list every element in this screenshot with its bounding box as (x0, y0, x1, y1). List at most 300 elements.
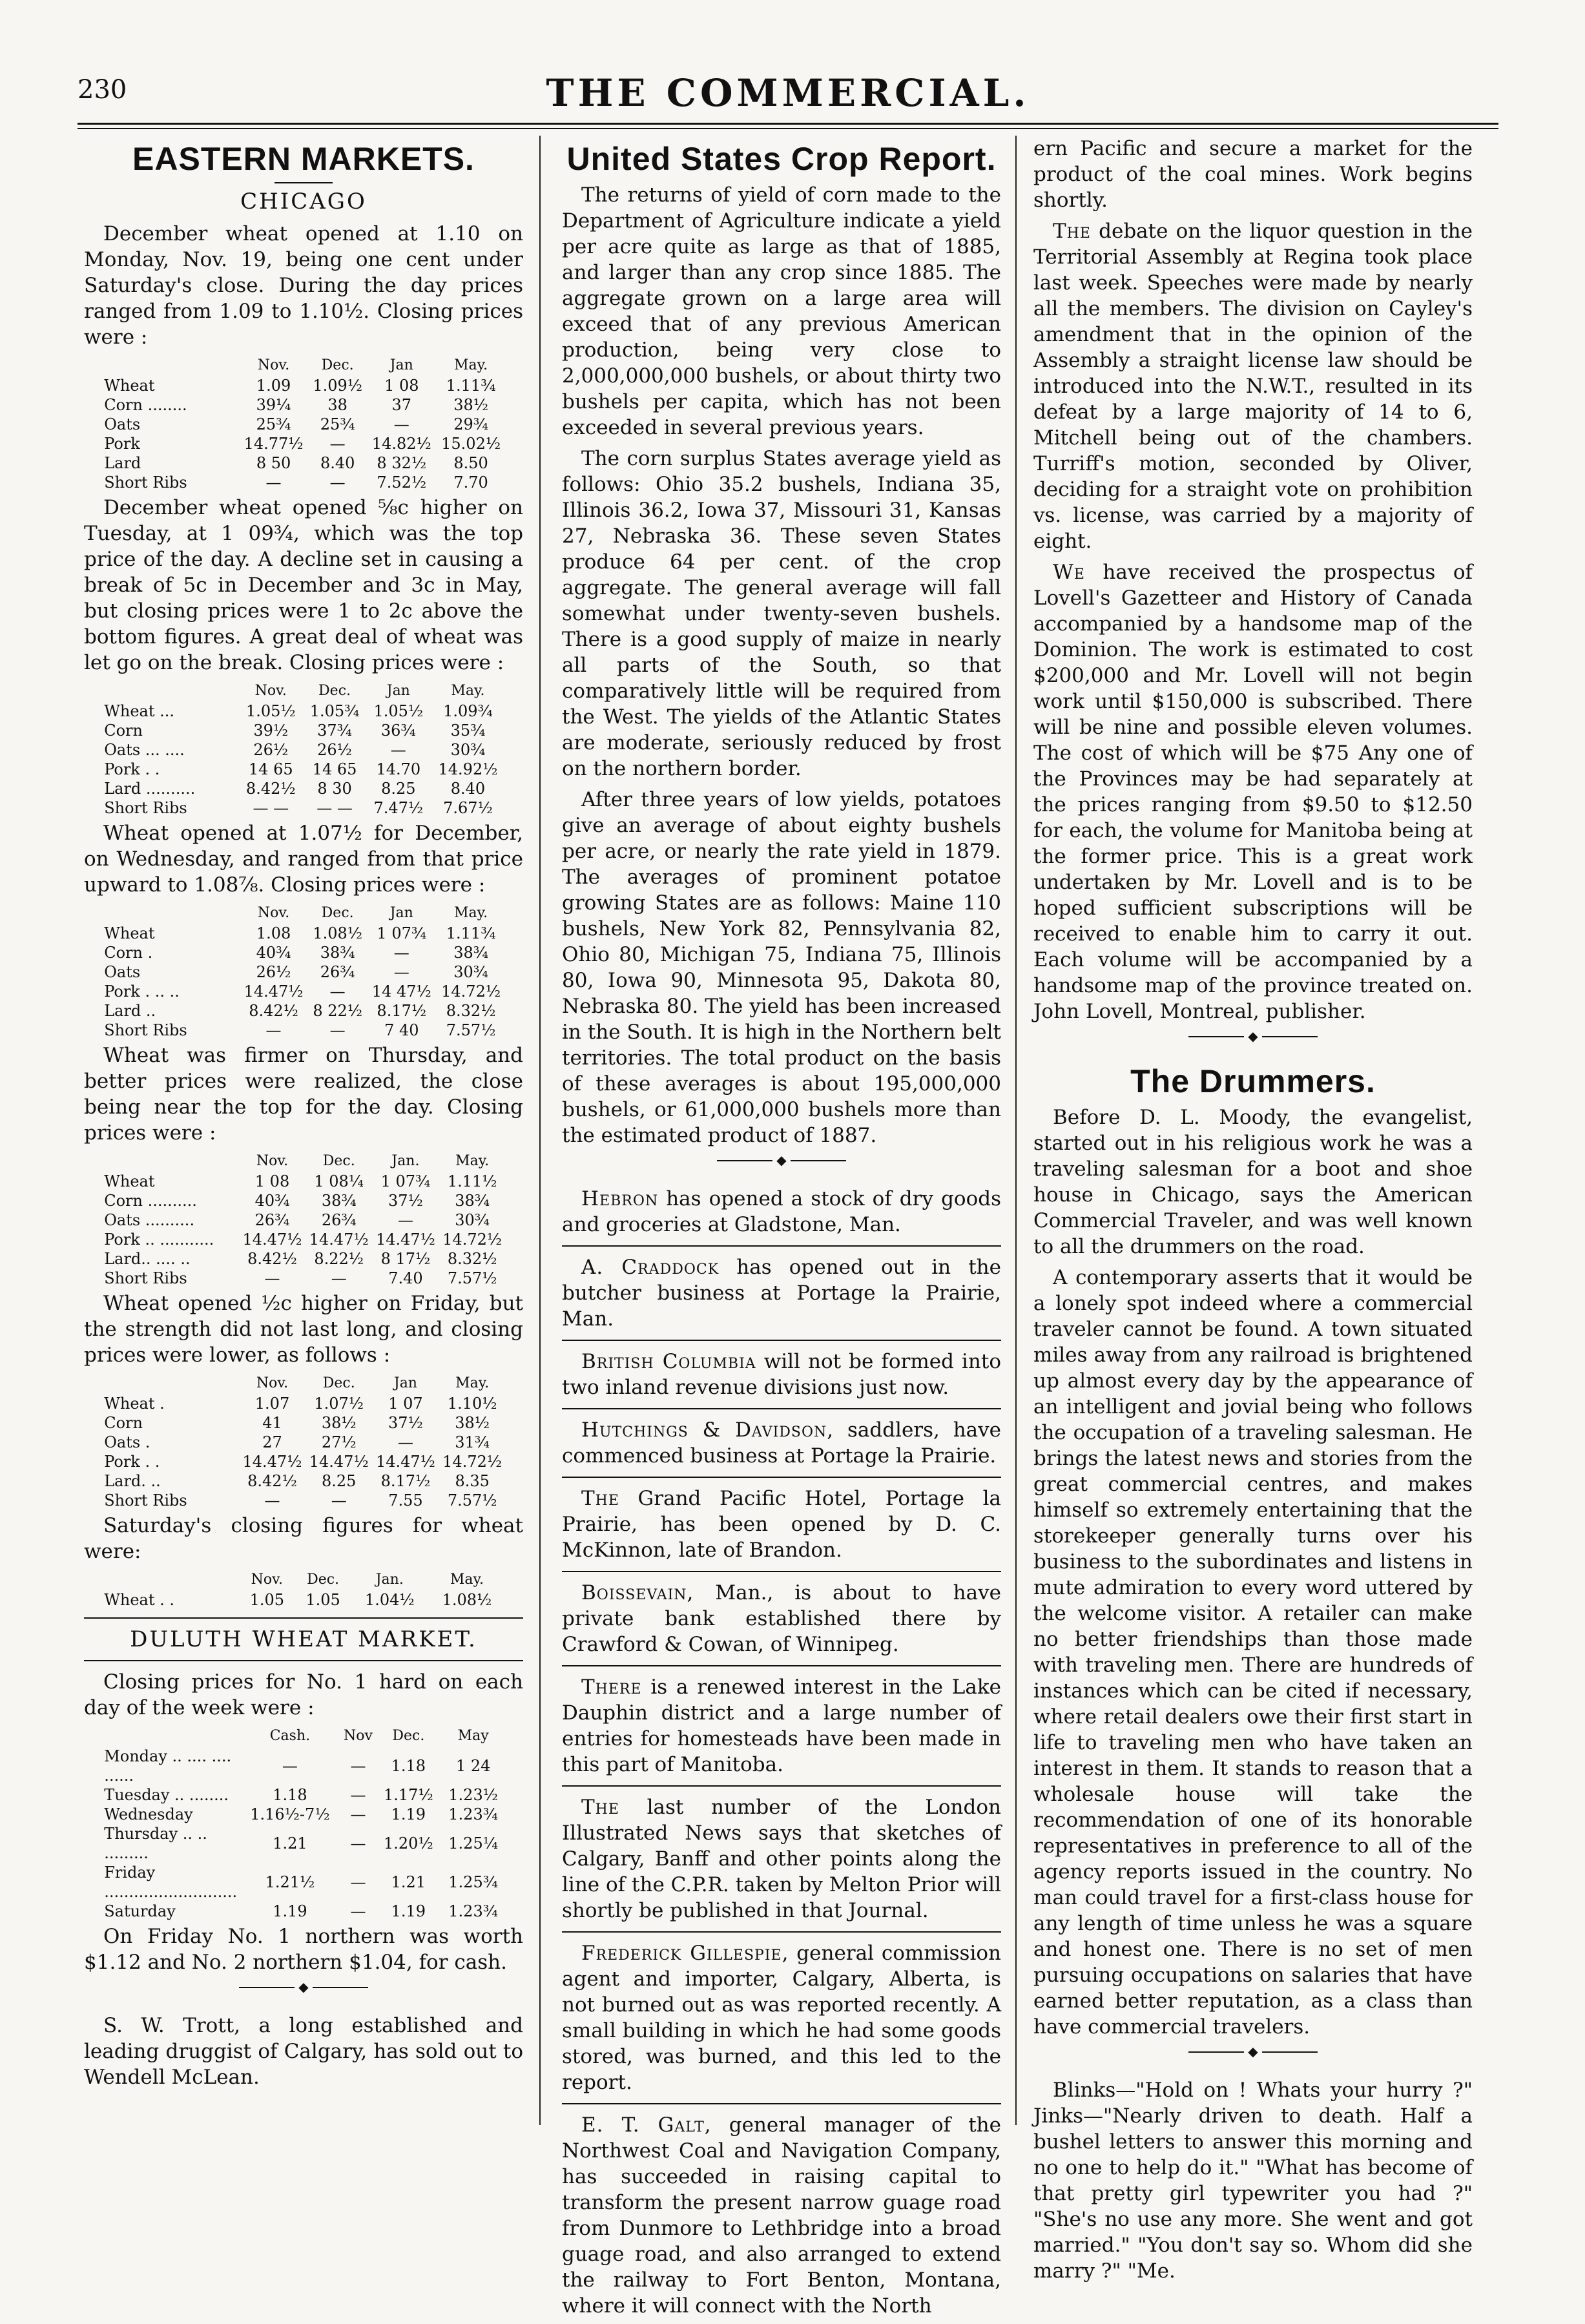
table-header-cell (101, 1570, 239, 1590)
table-cell: 1.23¾ (448, 1902, 498, 1920)
column-divider (1015, 136, 1017, 2125)
table-header-cell: May. (455, 1153, 490, 1169)
table-cell: Lard .......... (104, 780, 196, 798)
table-cell: — (397, 1433, 413, 1451)
news-items (562, 1186, 1001, 2319)
table-cell: 14.47½ (242, 1453, 302, 1471)
table-cell: 38 (327, 396, 347, 414)
table-cell: 7.57½ (446, 1021, 496, 1039)
table-cell: 1.08 (256, 924, 291, 942)
news-item (562, 1580, 1001, 1657)
table-cell: — (350, 1902, 366, 1920)
table-cell: Corn ........ (104, 396, 187, 414)
table-header-cell: Jan (389, 357, 413, 373)
eastern-intro: December wheat opened at 1.10 on Monday, Nov. 19, being one cent under Saturday's close. During the day prices ranged from 1.09 to 1.10½. Closing prices were : (84, 222, 523, 349)
table-cell: 1.25¾ (448, 1873, 498, 1891)
eastern-paragraph: Wheat opened at 1.07½ for December, on Wednesday, and ranged from that price upward to 1.08⅞. Closing prices were : (84, 822, 523, 897)
table-header-row (101, 355, 506, 376)
table-cell: Wheat (104, 1172, 155, 1190)
news-text: last number of the London Illustrated News says that sketches of Calgary, Banff and other points along the line of the C.P.R. taken by Melton Prior will shortly be published in that Journal. (562, 1796, 1001, 1922)
table-cell: 1.07½ (314, 1395, 364, 1413)
crop-paragraph: The corn surplus States average yield as follows: Ohio 35.2 bushels, Indiana 35, Illinois 36.2, Iowa 37, Missouri 31, Kansas 27, Nebraska 36. These seven States produce 64 per cent. of the crop aggregate. The general average will fall somewhat under twenty-seven bushels. There is a good supply of maize in nearly all parts of the South, so that comparatively little will be required from the West. The yields of the Atlantic States are moderate, seriously reduced by frost on the northern border. (562, 447, 1001, 780)
table-cell: 1 07¾ (380, 1172, 431, 1190)
news-text: Man., is about to have private bank established there by Crawford & Cowan, of Winnipeg. (562, 1581, 1001, 1656)
table-cell: Lard. .. (104, 1472, 161, 1490)
news-divider (562, 1785, 1001, 1787)
price-table (101, 681, 506, 818)
table-cell: 39½ (253, 721, 289, 740)
table-header-cell: Cash. (269, 1728, 311, 1744)
table-cell: — (331, 1491, 347, 1510)
table-cell: Oats . (104, 1433, 150, 1451)
chicago-subtitle: CHICAGO (84, 182, 523, 214)
table-header-cell: Jan (386, 683, 410, 699)
table-cell: 1.05 (249, 1591, 284, 1609)
table-cell: Wednesday (104, 1805, 193, 1823)
table-header-cell: May. (454, 905, 488, 921)
news-divider (562, 1245, 1001, 1247)
table-cell: 14.82½ (371, 435, 431, 453)
table-header-cell: Dec. (307, 1572, 340, 1588)
table-cell: 37½ (388, 1414, 423, 1432)
price-table (101, 903, 506, 1040)
table-cell: 1.23¾ (448, 1805, 498, 1823)
table-row (101, 1172, 506, 1191)
drummers-paragraph: A contemporary asserts that it would be a lonely spot indeed where a commercial traveler cannot be found. A town situated miles away from any railroad is brightened up almost every day by the appearance of an intelligent and jovial being who follows the occupation of a traveling salesman. He brings the latest news and stories from the great commercial centres, and makes himself so extremely entertaining that the storekeeper generally turns over his business to the subordinates and listens in mute admiration to every word uttered by the welcome visitor. A retailer can make no better friendships than those made with traveling men. There are hundreds of instances which can be cited if necessary, where retail dealers owe their first start in life to traveling men who have taken an interest in them. It stands to reason that a wholesale house will take the recommendation of one of its honorable representatives in preference to all of the agency reports issued in the country. No man could travel for a first-class house for any length of time unless he was a square and honest one. There is no set of men pursuing occupations on salaries that have earned better reputation, as a class than have commercial travelers. (1033, 1266, 1473, 2039)
table-cell: — (329, 473, 346, 492)
table-cell: 38¾ (321, 1192, 357, 1210)
blinks-paragraph: Blinks—"Hold on ! Whats your hurry ?" Jinks—"Nearly driven to death. Half a bushel letters to answer this morning and no one to help do it." "What has become of that pretty girl typewriter you had ?" "She's no use any more. She went and got married." "You don't say so. Whom did she marry ?" "Me. (1033, 2079, 1473, 2283)
table-cell: 8 30 (317, 780, 352, 798)
table-cell: 1.20½ (384, 1834, 433, 1852)
table-cell: Wheat . (104, 1395, 165, 1413)
table-cell: 1.19 (273, 1902, 307, 1920)
table-header-row (101, 1373, 506, 1394)
news-item (562, 1674, 1001, 1778)
news-divider (562, 1408, 1001, 1409)
news-text: will not be formed into two inland revenue divisions just now. (562, 1350, 1001, 1399)
table-cell: Lard (104, 454, 141, 472)
table-cell: 7 40 (384, 1021, 419, 1039)
table-cell: 25¾ (256, 415, 291, 433)
news-item-trott: S. W. Trott, a long established and leading druggist of Calgary, has sold out to Wendell McLean. (84, 2014, 523, 2089)
table-row (101, 779, 506, 798)
continued-paragraph: ern Pacific and secure a market for the product of the coal mines. Work begins shortly. (1033, 137, 1473, 212)
news-divider (562, 1477, 1001, 1478)
table-row (101, 1902, 506, 1921)
eastern-markets-title: EASTERN MARKETS. (132, 141, 475, 177)
table-cell: Oats (104, 415, 141, 433)
table-cell: — (350, 1873, 366, 1891)
table-cell: 38½ (321, 1414, 357, 1432)
table-header-cell (101, 681, 239, 701)
table-cell: — (264, 1491, 280, 1510)
table-cell: 1 07 (388, 1395, 423, 1413)
table-header-cell: Dec. (321, 905, 354, 921)
table-cell: — (390, 741, 406, 759)
table-cell: 14.70 (376, 760, 421, 778)
table-cell: 1 08¼ (314, 1172, 364, 1190)
table-row (101, 962, 506, 982)
table-header-cell: Nov. (256, 1375, 289, 1391)
table-cell: — (393, 415, 409, 433)
table-header-cell: Nov. (257, 905, 290, 921)
table-cell: 26¾ (254, 1211, 290, 1229)
news-lead: The (581, 1796, 619, 1819)
news-item (562, 2112, 1001, 2319)
table-row (101, 1001, 506, 1021)
table-cell: 1.05½ (373, 702, 424, 720)
table-cell: 26½ (256, 963, 291, 981)
drummers-paragraph: Before D. L. Moody, the evangelist, started out in his religious work he was a traveling salesman for a boot and shoe house in Chicago, says the American Commercial Traveler, and was well known to all the drummers on the road. (1033, 1106, 1473, 1258)
column-eastern-markets (84, 136, 523, 2095)
table-header-row (101, 1151, 506, 1172)
table-header-row (101, 1570, 506, 1590)
news-divider (562, 1931, 1001, 1933)
table-cell: Oats (104, 963, 141, 981)
duluth-note: On Friday No. 1 northern was worth $1.12 and No. 2 northern $1.04, for cash. (84, 1925, 523, 1974)
table-row (101, 1191, 506, 1210)
table-cell: 38¾ (455, 1192, 490, 1210)
table-cell: Wheat ... (104, 702, 174, 720)
table-cell: — (393, 944, 409, 962)
table-cell: Corn (104, 721, 143, 740)
news-lead: A. Craddock (581, 1256, 720, 1279)
table-cell: Lard .. (104, 1002, 156, 1020)
table-cell: 1.23½ (448, 1786, 498, 1804)
table-cell: 26¾ (321, 1211, 357, 1229)
table-cell: 14.47½ (242, 1230, 302, 1249)
table-row (101, 1590, 506, 1610)
news-item (562, 1486, 1001, 1563)
table-cell: 8 32½ (377, 454, 427, 472)
table-cell: — — (316, 799, 353, 817)
column-drummers (1033, 136, 1473, 2289)
header-rule (78, 123, 1498, 125)
table-header-cell: Jan (393, 1375, 417, 1391)
news-item (562, 1940, 1001, 2095)
table-cell: 8 17½ (380, 1250, 431, 1268)
table-cell: 31¾ (455, 1433, 490, 1451)
table-header-cell: Dec. (322, 1375, 355, 1391)
table-cell: 1.18 (391, 1757, 426, 1775)
table-cell: Pork (104, 435, 140, 453)
eastern-paragraph: December wheat opened ⅝c higher on Tuesday, at 1 09¾, which was the top price of the day. A decline set in causing a break of 5c in December and 3c in May, but closing prices were 1 to 2c above the bottom figures. A great deal of wheat was let go on the break. Closing prices were : (84, 496, 523, 674)
table-cell: 8.32½ (446, 1002, 496, 1020)
news-item (562, 1254, 1001, 1332)
table-header-cell: Nov. (257, 357, 290, 373)
table-cell: 14.47½ (309, 1453, 369, 1471)
table-cell: 1.10½ (447, 1395, 497, 1413)
table-cell: 8.50 (453, 454, 488, 472)
table-cell: 1.21 (391, 1873, 426, 1891)
table-cell: 14 47½ (371, 982, 431, 1001)
news-lead: Boissevain, (581, 1581, 694, 1604)
table-row (101, 1824, 506, 1863)
table-cell: 37¾ (317, 721, 352, 740)
table-cell: Short Ribs (104, 799, 187, 817)
table-cell: — (329, 982, 346, 1001)
table-cell: Corn .......... (104, 1192, 197, 1210)
table-cell: 1 07¾ (377, 924, 427, 942)
table-cell: 41 (262, 1414, 282, 1432)
table-header-cell: May. (455, 1375, 490, 1391)
table-row (101, 1021, 506, 1040)
table-cell: 1.08½ (442, 1591, 492, 1609)
table-header-row (101, 903, 506, 924)
table-cell: 26½ (253, 741, 289, 759)
table-row (101, 1249, 506, 1269)
table-header-cell (101, 903, 239, 924)
table-cell: 15.02½ (441, 435, 501, 453)
news-item (562, 1186, 1001, 1238)
table-cell: Oats .......... (104, 1211, 195, 1229)
table-header-cell: Jan. (391, 1153, 420, 1169)
table-cell: 38¾ (453, 944, 489, 962)
table-row (101, 415, 506, 434)
table-row (101, 1491, 506, 1510)
table-cell: 39¼ (256, 396, 291, 414)
table-header-cell: Dec. (322, 1153, 355, 1169)
table-cell: Lard.. .... .. (104, 1250, 191, 1268)
table-cell: 1.17½ (384, 1786, 433, 1804)
table-cell: 27 (262, 1433, 282, 1451)
table-cell: — — (253, 799, 289, 817)
table-cell: 14.47½ (375, 1453, 435, 1471)
table-header-cell: Nov. (251, 1572, 283, 1588)
table-cell: 27½ (321, 1433, 357, 1451)
news-lead: The (581, 1487, 619, 1510)
table-cell: 1.18 (273, 1786, 307, 1804)
table-cell: 7.67½ (443, 799, 493, 817)
table-row (101, 982, 506, 1001)
table-cell: 1.16½-7½ (250, 1805, 330, 1823)
duluth-price-table (101, 1726, 506, 1921)
masthead: THE COMMERCIAL. (546, 71, 1030, 115)
lead-word: We (1053, 561, 1085, 584)
table-cell: 29¾ (453, 415, 489, 433)
news-divider (562, 1665, 1001, 1666)
price-table (101, 1373, 506, 1510)
table-cell: 14.47½ (309, 1230, 369, 1249)
liquor-text: debate on the liquor question in the Territorial Assembly at Regina took place last week. Speeches were made by nearly all the members. The division on Cayley's amendment that in the opinion of the Assembly a straight license law should be introduced into the N.W.T., resulted in its defeat by a large majority of 14 to 6, Mitchell being out of the chambers. Turriff's motion, seconded by Oliver, deciding for a straight vote on prohibition vs. license, was carried by a majority of eight. (1033, 220, 1473, 553)
news-text: is a renewed interest in the Lake Dauphin district and a large number of entries for homesteads have been made in this part of Manitoba. (562, 1676, 1001, 1776)
table-row (101, 453, 506, 473)
section-divider (84, 1617, 523, 1619)
table-row (101, 1413, 506, 1433)
table-header-cell (101, 1726, 240, 1747)
news-text: saddlers, have commenced business at Portage la Prairie. (562, 1418, 1002, 1468)
price-table (101, 1570, 506, 1610)
table-cell: 8.25 (381, 780, 416, 798)
table-cell: 1.19 (391, 1805, 426, 1823)
table-cell: Pork . .. .. (104, 982, 180, 1001)
table-cell: — (397, 1211, 413, 1229)
table-cell: 1 08 (384, 377, 419, 395)
table-cell: — (329, 1021, 346, 1039)
table-cell: — (264, 1269, 280, 1287)
table-header-row (101, 681, 506, 701)
table-cell: 1.11¾ (446, 924, 496, 942)
table-cell: 38¾ (320, 944, 355, 962)
table-header-cell: Nov (343, 1728, 373, 1744)
table-cell: 8.17½ (380, 1472, 431, 1490)
table-cell: 8 50 (256, 454, 291, 472)
table-row (101, 760, 506, 779)
table-row (101, 924, 506, 943)
table-cell: Friday ........................... (104, 1863, 238, 1901)
news-lead: Hutchings & Davidson, (581, 1418, 834, 1442)
table-cell: 1.09½ (313, 377, 363, 395)
table-cell: 14 65 (312, 760, 357, 778)
table-cell: 35¾ (450, 721, 486, 740)
eastern-paragraph: Saturday's closing figures for wheat were: (84, 1514, 523, 1563)
table-cell: 14 65 (248, 760, 293, 778)
page-header (78, 71, 1498, 123)
table-row (101, 1805, 506, 1824)
crop-paragraph: After three years of low yields, potatoes give an average of about eighty bushels per acre, or nearly the rate yield in 1879. The averages of prominent potatoe growing States are as follows: Maine 110 bushels, New York 82, Pennsylvania 82, Ohio 80, Michigan 75, Indiana 75, Illinois 80, Iowa 90, Minnesota 95, Dakota 80, Nebraska 80. The yield has been increased in the South. It is high in the Northern belt territories. The total product on the basis of these averages is about 195,000,000 bushels, or 61,000,000 bushels more than the estimated product of 1887. (562, 788, 1001, 1147)
table-cell: 1 24 (455, 1757, 491, 1775)
table-cell: Oats ... .... (104, 741, 185, 759)
table-cell: — (265, 1021, 282, 1039)
table-header-cell: Jan (389, 905, 413, 921)
ornament-divider: ◆ (239, 1987, 368, 2001)
ornament-divider: ◆ (717, 1160, 846, 1174)
table-cell: 7.40 (388, 1269, 423, 1287)
table-cell: 1.11¾ (446, 377, 496, 395)
ornament-divider: ◆ (1188, 2051, 1318, 2066)
table-row (101, 1433, 506, 1452)
column-crop-report (562, 136, 1001, 2324)
table-row (101, 434, 506, 453)
table-cell: 8.17½ (377, 1002, 427, 1020)
table-cell: Pork .. ........... (104, 1230, 214, 1249)
table-cell: — (393, 963, 409, 981)
table-row (101, 1394, 506, 1413)
table-cell: Short Ribs (104, 1269, 187, 1287)
table-cell: 1.05¾ (309, 702, 360, 720)
table-row (101, 1863, 506, 1902)
table-cell: 26¾ (320, 963, 355, 981)
news-lead: British Columbia (581, 1350, 756, 1373)
table-cell: 30¾ (450, 741, 486, 759)
table-cell: 1.11½ (447, 1172, 497, 1190)
news-text: Grand Pacific Hotel, Portage la Prairie, has been opened by D. C. McKinnon, late of Brandon. (562, 1487, 1001, 1562)
crop-report-title: United States Crop Report. (566, 141, 997, 177)
table-cell: 1.19 (391, 1902, 426, 1920)
table-cell: 8.32½ (447, 1250, 497, 1268)
table-row (101, 798, 506, 818)
news-text: has opened a stock of dry goods and groceries at Gladstone, Man. (562, 1187, 1001, 1236)
table-header-cell: Dec. (318, 683, 351, 699)
table-cell: 36¾ (380, 721, 416, 740)
table-cell: Wheat (104, 924, 155, 942)
table-cell: Pork . . (104, 760, 160, 778)
table-cell: — (350, 1834, 366, 1852)
table-header-cell: Nov. (254, 683, 287, 699)
ornament-divider: ◆ (1188, 1036, 1318, 1050)
table-cell: Corn (104, 1414, 143, 1432)
table-cell: 38½ (453, 396, 489, 414)
table-header-cell: May. (451, 683, 485, 699)
table-cell: 7.47½ (373, 799, 424, 817)
table-cell: Short Ribs (104, 1021, 187, 1039)
table-cell: Monday .. .... .... ...... (104, 1747, 232, 1785)
duluth-title: DULUTH WHEAT MARKET. (130, 1626, 477, 1652)
table-cell: 25¾ (320, 415, 355, 433)
table-cell: 7.57½ (447, 1269, 497, 1287)
table-row (101, 721, 506, 740)
table-cell: Short Ribs (104, 1491, 187, 1510)
price-table (101, 355, 506, 492)
price-table (101, 1151, 506, 1288)
section-divider (84, 1660, 523, 1661)
table-cell: Pork . . (104, 1453, 160, 1471)
table-cell: 1.09 (256, 377, 291, 395)
liquor-paragraph (1033, 218, 1473, 554)
table-cell: 8.42½ (247, 1250, 297, 1268)
table-header-cell (101, 1151, 239, 1172)
table-cell: 1.08½ (313, 924, 363, 942)
table-cell: 1.09¾ (443, 702, 493, 720)
table-cell: 40¾ (256, 944, 291, 962)
table-row (101, 1230, 506, 1249)
table-row (101, 1785, 506, 1805)
table-row (101, 1452, 506, 1471)
table-header-cell (101, 355, 239, 376)
table-cell: 14.47½ (243, 982, 304, 1001)
news-item (562, 1417, 1001, 1469)
table-cell: Corn . (104, 944, 153, 962)
page-number: 230 (78, 75, 127, 105)
table-row (101, 395, 506, 415)
table-cell: Tuesday .. ........ (104, 1786, 229, 1804)
table-cell: 14.72½ (441, 982, 501, 1001)
eastern-paragraph: Wheat was firmer on Thursday, and better prices were realized, the close being near the top for the day. Closing prices were : (84, 1044, 523, 1145)
table-header-cell (101, 1373, 239, 1394)
table-cell: 1.07 (254, 1395, 290, 1413)
table-cell: 14.47½ (375, 1230, 435, 1249)
news-text: has opened out in the butcher business at Portage la Prairie, Man. (562, 1256, 1001, 1331)
crop-paragraph: The returns of yield of corn made to the Department of Agriculture indicate a yield per acre quite as large as that of 1885, and larger than any crop since 1885. The aggregate grown on a large area will exceed that of any previous American production, being very close to 2,000,000,000 bushels, or about thirty two bushels per capita, which has not been exceeded in several previous years. (562, 183, 1001, 439)
table-cell: 1.21 (273, 1834, 307, 1852)
table-row (101, 376, 506, 395)
table-header-cell: Dec. (321, 357, 354, 373)
table-cell: 30¾ (455, 1211, 490, 1229)
news-divider (562, 2103, 1001, 2104)
news-item (562, 1794, 1001, 1924)
table-cell: 7.70 (453, 473, 488, 492)
table-header-row (101, 1726, 506, 1747)
table-cell: Short Ribs (104, 473, 187, 492)
table-cell: — (331, 1269, 347, 1287)
table-cell: — (350, 1805, 366, 1823)
table-header-cell: Nov. (256, 1153, 289, 1169)
table-cell: 26½ (317, 741, 352, 759)
table-header-cell: May. (450, 1572, 484, 1588)
table-cell: Saturday (104, 1902, 176, 1920)
news-lead: There (581, 1676, 642, 1699)
table-cell: — (282, 1757, 298, 1775)
table-header-cell: Dec. (392, 1728, 425, 1744)
table-cell: 8.40 (320, 454, 355, 472)
news-lead: E. T. Galt, (581, 2113, 712, 2137)
news-lead: Hebron (581, 1187, 659, 1210)
table-cell: 38½ (455, 1414, 490, 1432)
table-row (101, 740, 506, 760)
table-cell: 8.42½ (245, 780, 296, 798)
table-cell: 14.72½ (442, 1230, 502, 1249)
